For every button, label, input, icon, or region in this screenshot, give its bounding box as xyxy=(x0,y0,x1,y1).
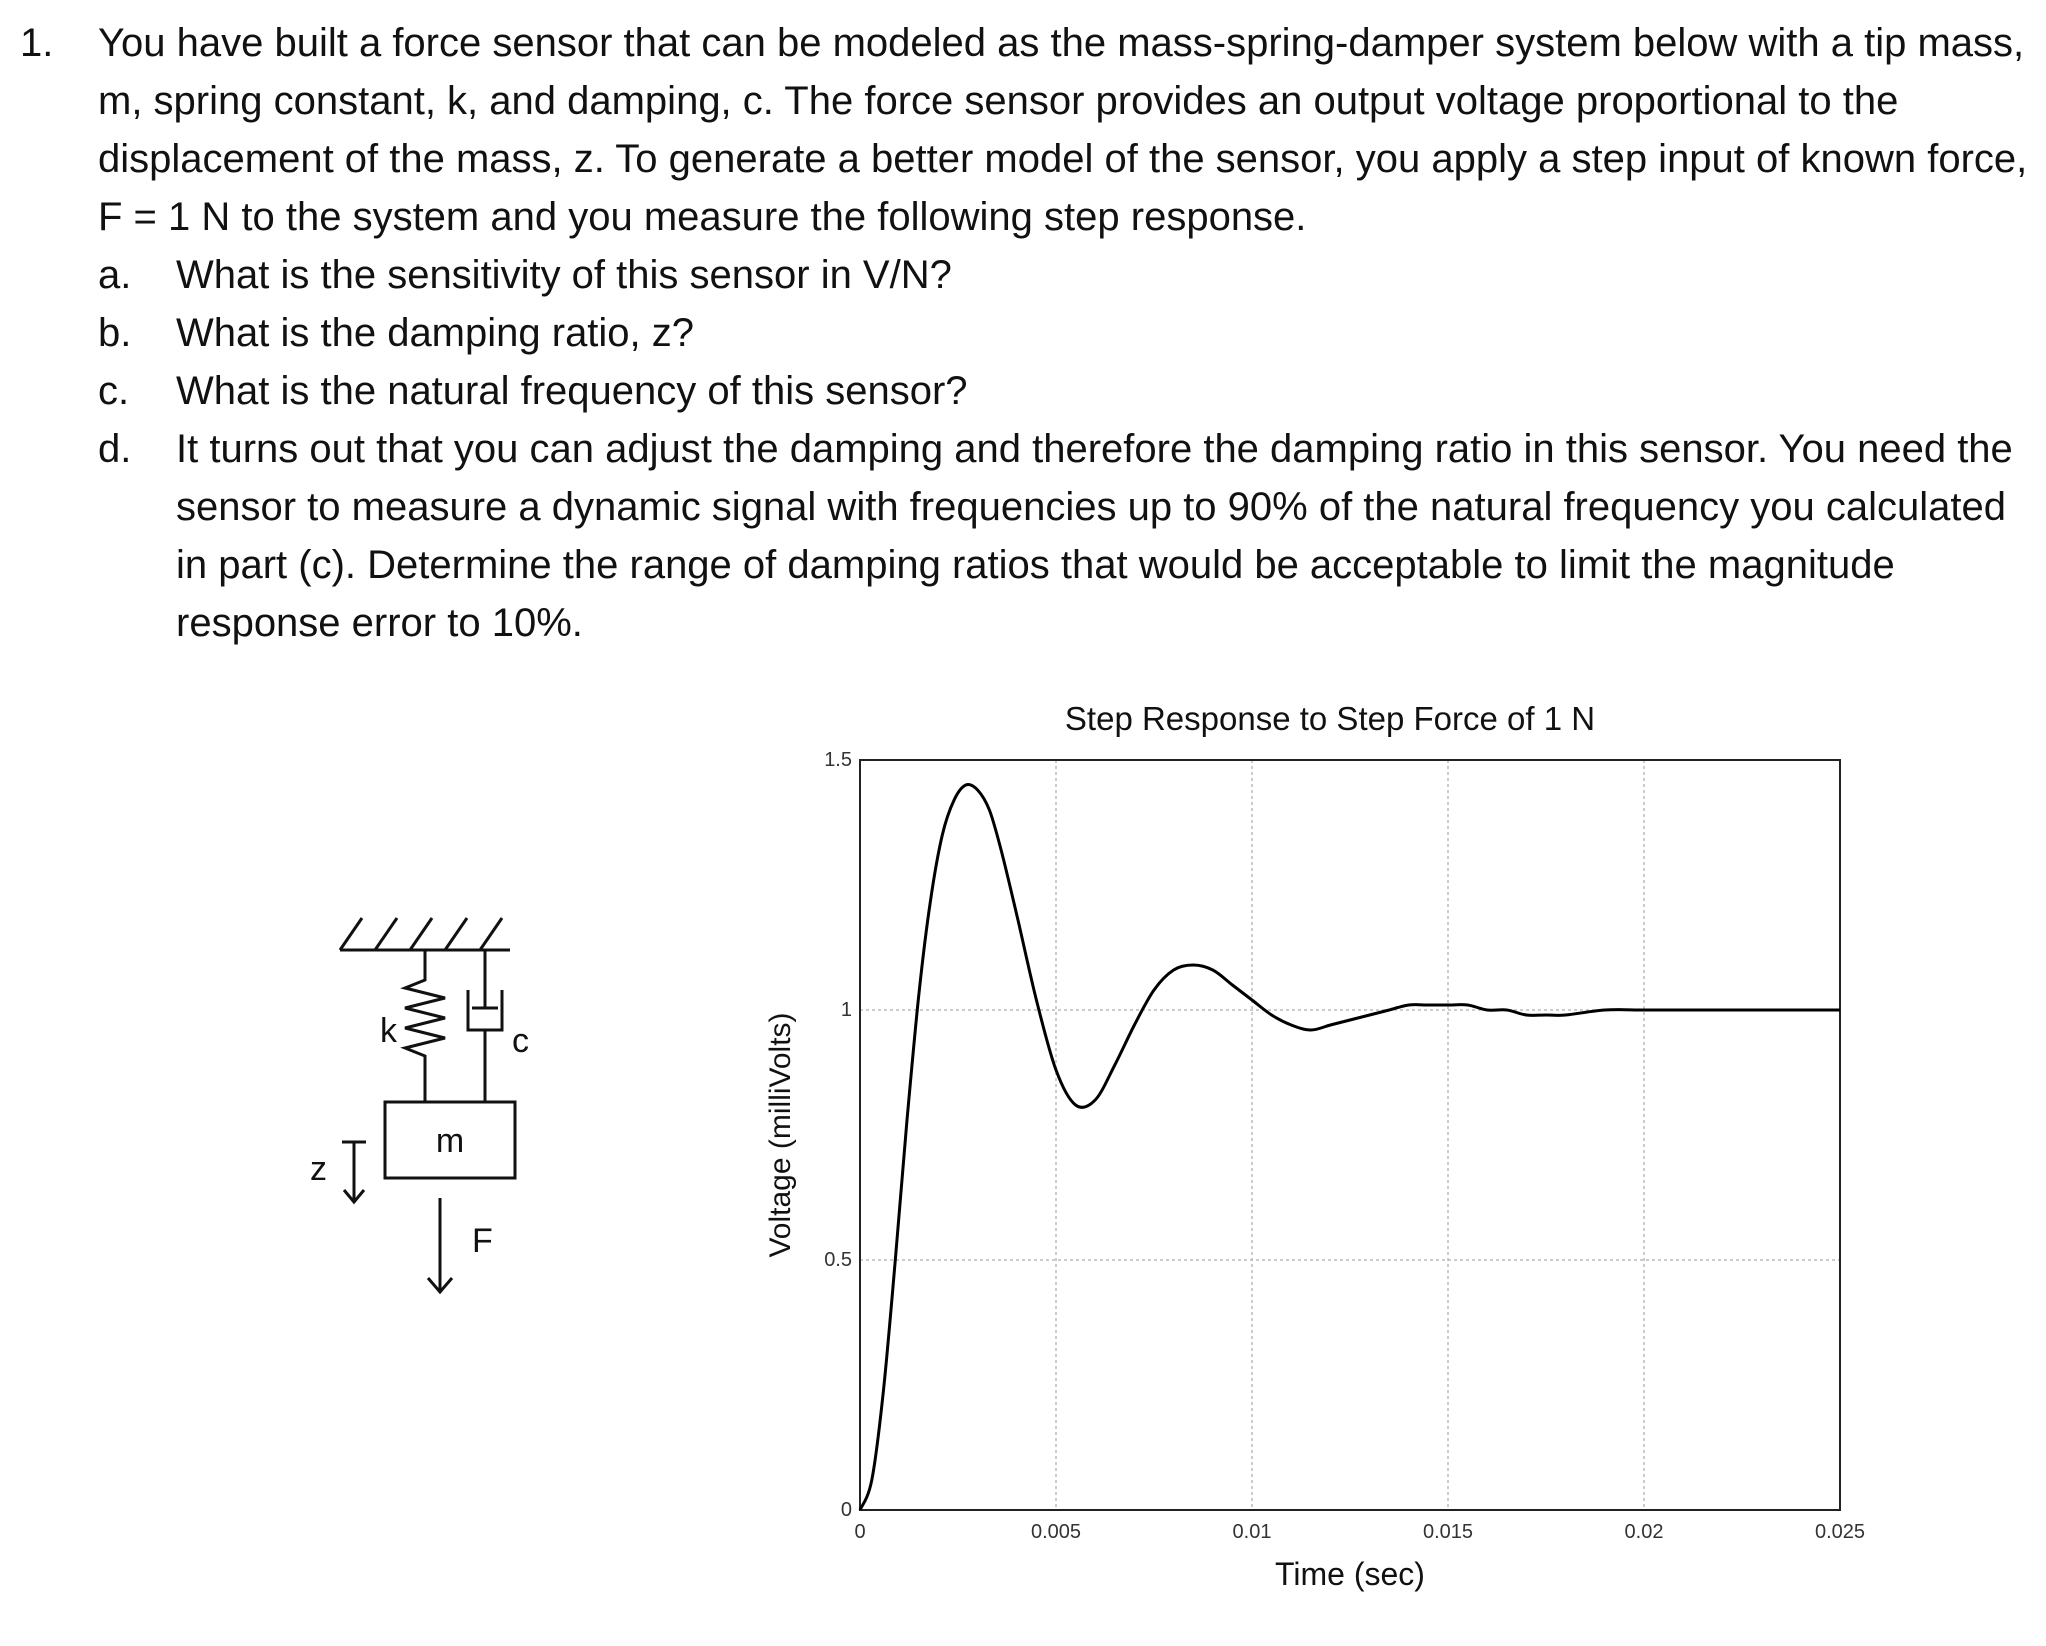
x-tick-label: 0.01 xyxy=(1232,1521,1272,1543)
chart-ticks xyxy=(824,749,1865,1543)
part-letter: b. xyxy=(98,311,132,355)
chart-title: Step Response to Step Force of 1 N xyxy=(1064,700,1596,737)
question-intro: You have built a force sensor that can be modeled as the mass-spring-damper system below with a tip mass, m, spring constant, k, and damping, c. The force sensor provides an output voltage proportional to the displacement of the mass, z. To generate a better model of the sensor, you apply a step input of known force, F = 1 N to the system and you measure the following step response. xyxy=(98,21,2028,239)
part-text: What is the natural frequency of this sensor? xyxy=(176,369,968,413)
question-parts xyxy=(98,246,2030,652)
ground-support xyxy=(340,918,510,950)
damper-label: c xyxy=(512,1022,529,1060)
part-text: It turns out that you can adjust the damping and therefore the damping ratio in this sensor. You need the sensor to measure a dynamic signal with frequencies up to 90% of the natural frequency you calculated in part (c). Determine the range of damping ratios that would be acceptable to limit the magnitude response error to 10%. xyxy=(176,427,2013,645)
y-tick-label: 1 xyxy=(840,999,852,1021)
part-b xyxy=(98,304,2030,362)
part-text: What is the sensitivity of this sensor in V/N? xyxy=(176,253,952,297)
step-response-chart xyxy=(730,680,1930,1610)
question-row xyxy=(20,14,2030,246)
displacement-label: z xyxy=(310,1150,327,1188)
x-tick-label: 0.02 xyxy=(1624,1521,1664,1543)
question-number: 1. xyxy=(20,21,54,65)
x-axis-label: Time (sec) xyxy=(1275,1556,1425,1592)
problem xyxy=(20,14,2030,652)
y-tick-label: 0 xyxy=(840,1499,852,1521)
damper xyxy=(468,950,502,1102)
part-letter: d. xyxy=(98,427,132,471)
y-tick-label: 1.5 xyxy=(824,749,852,771)
part-c xyxy=(98,362,2030,420)
x-tick-label: 0 xyxy=(854,1521,866,1543)
force-label: F xyxy=(472,1222,493,1260)
part-text: What is the damping ratio, z? xyxy=(176,311,695,355)
y-tick-label: 0.5 xyxy=(824,1249,852,1271)
displacement-arrow xyxy=(342,1142,366,1202)
part-d xyxy=(98,420,2030,652)
part-letter: a. xyxy=(98,253,132,297)
part-a xyxy=(98,246,2030,304)
x-tick-label: 0.005 xyxy=(1030,1521,1082,1543)
step-response-curve xyxy=(860,784,1840,1510)
part-letter: c. xyxy=(98,369,130,413)
x-tick-label: 0.015 xyxy=(1422,1521,1474,1543)
y-axis-label: Voltage (milliVolts) xyxy=(764,1012,797,1258)
spring xyxy=(405,950,445,1102)
x-tick-label: 0.025 xyxy=(1814,1521,1866,1543)
mass-label: m xyxy=(435,1122,465,1160)
mass-spring-damper-diagram xyxy=(280,880,580,1320)
spring-label: k xyxy=(380,1012,397,1050)
force-arrow xyxy=(428,1198,452,1292)
